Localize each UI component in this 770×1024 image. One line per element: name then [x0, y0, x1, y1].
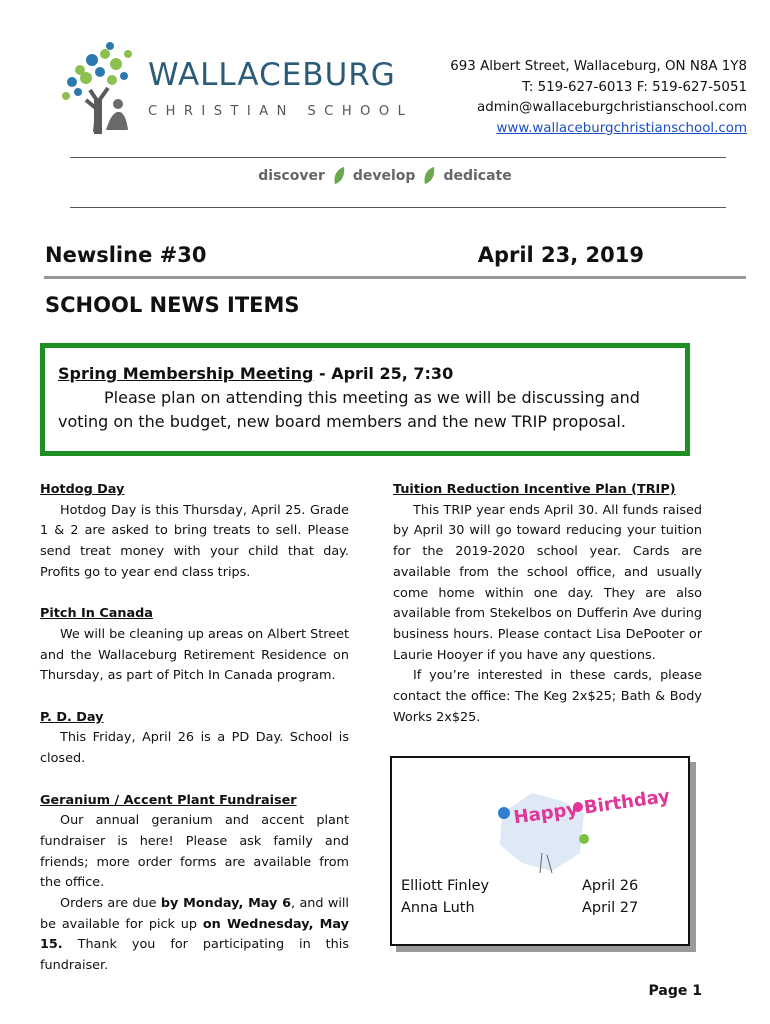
- meeting-heading: Spring Membership Meeting: [58, 364, 314, 383]
- email[interactable]: admin@wallaceburgchristianschool.com: [476, 100, 747, 115]
- meeting-date: - April 25, 7:30: [313, 364, 454, 383]
- birthday-name: Anna Luth: [401, 900, 475, 916]
- contact-block: [450, 57, 747, 139]
- divider: [70, 207, 726, 208]
- school-name: WALLACEBURG: [148, 57, 396, 93]
- pd-body: This Friday, April 26 is a PD Day. School is closed.: [40, 730, 349, 767]
- happy-birthday-image: [492, 783, 672, 878]
- pitch-heading: Pitch In Canada: [40, 606, 153, 622]
- hotdog-heading: Hotdog Day: [40, 482, 125, 497]
- trip-body: This TRIP year ends April 30. All funds raised by April 30 will go toward reducing your tuition for the 2019-2020 school year. Cards are available from the school office, and usually come home within one day. They are also available from Stekelbos on Dufferin Ave during business hours. Please contact Lisa DePooter or Laurie Hooyer if you have any questions.: [393, 502, 702, 663]
- tagline: [0, 162, 770, 190]
- geranium-heading: Geranium / Accent Plant Fundraiser: [40, 792, 297, 808]
- birthday-name: Elliott Finley: [401, 878, 490, 894]
- geranium-dates: Orders are due by Monday, May 6, and will be available for pick up on Wednesday, May 15. Thank you for participating in this fundraiser.: [40, 896, 349, 974]
- tagline-word: develop: [352, 168, 416, 184]
- page-number: Page 1: [648, 983, 702, 999]
- left-column: [40, 480, 349, 977]
- hotdog-body: Hotdog Day is this Thursday, April 25. Grade 1 & 2 are asked to bring treats to sell. Please send treat money with your child that day. Profits go to year end class trips.: [40, 502, 349, 580]
- pitch-body: We will be cleaning up areas on Albert Street and the Wallaceburg Retirement Residence on Thursday, as part of Pitch In Canada program.: [40, 626, 349, 684]
- right-column: [393, 480, 702, 728]
- leaf-icon: [333, 166, 345, 186]
- newsletter-date: April 23, 2019: [477, 243, 644, 267]
- geranium-body: Our annual geranium and accent plant fundraiser is here! Please ask family and friends; more order forms are available from the office.: [40, 813, 349, 891]
- leaf-icon: [423, 166, 435, 186]
- section-title: SCHOOL NEWS ITEMS: [45, 293, 300, 317]
- tagline-word: dedicate: [443, 168, 512, 184]
- divider: [70, 157, 726, 158]
- birthday-date: April 27: [582, 900, 639, 916]
- birthday-date: April 26: [582, 878, 639, 894]
- phone-fax: T: 519-627-6013 F: 519-627-5051: [522, 79, 747, 95]
- trip-heading: Tuition Reduction Incentive Plan (TRIP): [393, 482, 676, 497]
- title-rule: [44, 276, 746, 279]
- address: 693 Albert Street, Wallaceburg, ON N8A 1Y8: [450, 59, 747, 74]
- tree-icon: [62, 42, 132, 134]
- newsletter-issue: Newsline #30: [45, 243, 207, 267]
- website-link[interactable]: www.wallaceburgchristianschool.com: [496, 120, 747, 136]
- meeting-body: Please plan on attending this meeting as we will be discussing and voting on the budget, new board members and the new TRIP proposal.: [58, 388, 640, 431]
- svg-text:Happy Birthday: Happy Birthday: [512, 785, 672, 829]
- birthday-box: [390, 756, 690, 946]
- trip-contact: If you’re interested in these cards, please contact the office: The Keg 2x$25; Bath & Body Works 2x$25.: [393, 668, 702, 725]
- tagline-word: discover: [258, 168, 325, 184]
- membership-meeting-box: [40, 343, 690, 456]
- school-subtitle: CHRISTIAN SCHOOL: [148, 104, 414, 119]
- pd-heading: P. D. Day: [40, 709, 104, 725]
